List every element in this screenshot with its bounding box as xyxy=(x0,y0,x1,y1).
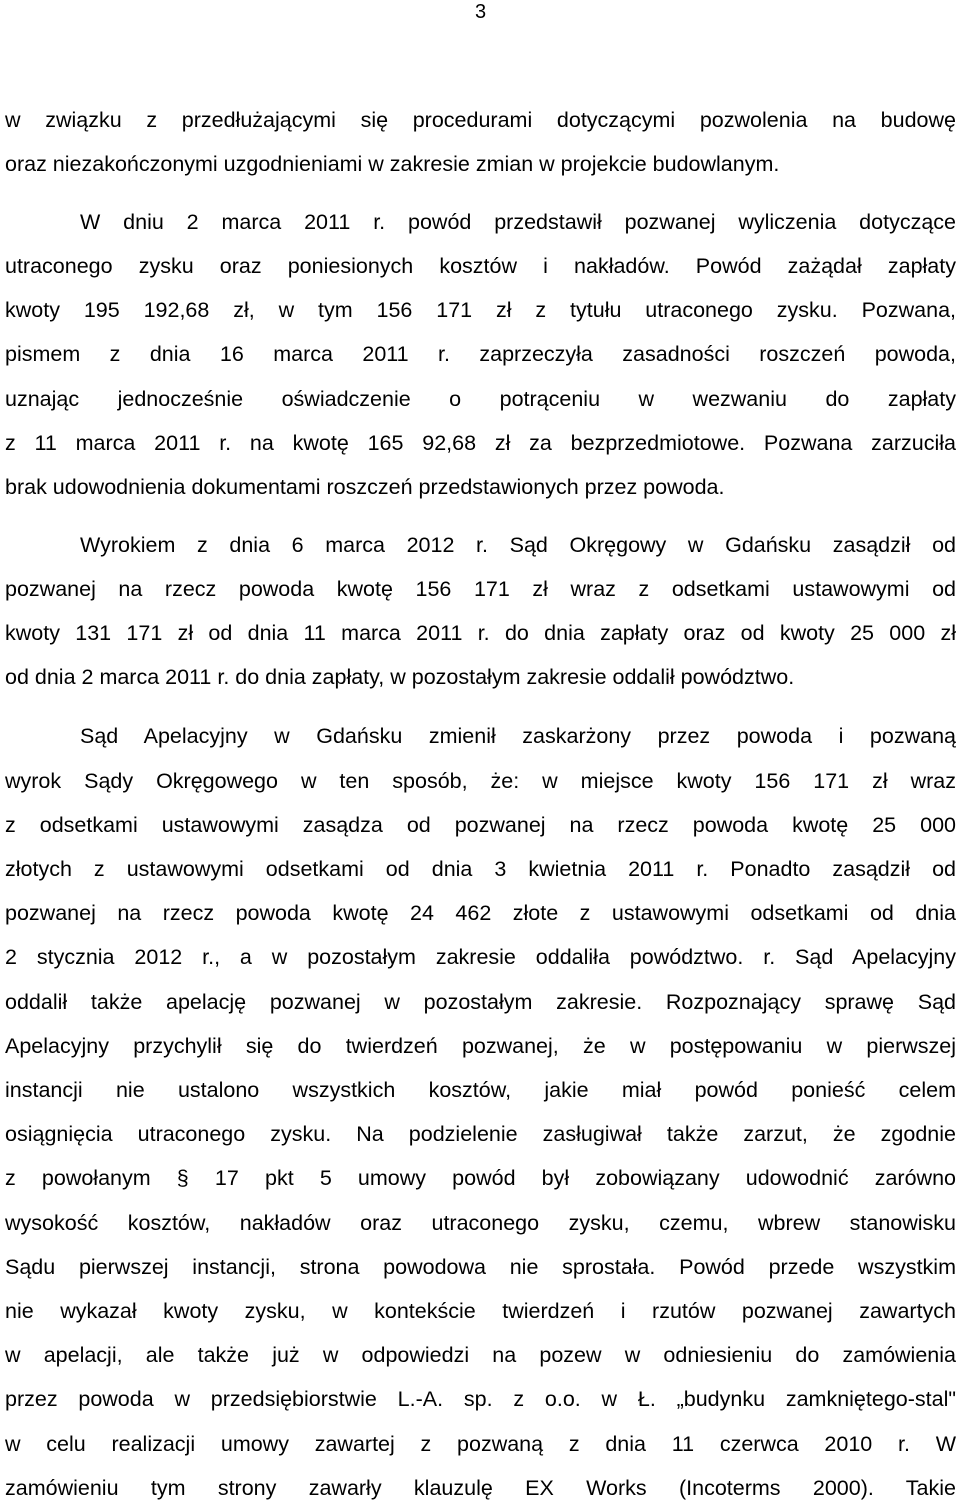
text-line: pozwanej na rzecz powoda kwotę 156 171 zł wraz z odsetkami ustawowymi od xyxy=(5,577,956,601)
text-line: oraz niezakończonymi uzgodnieniami w zakresie zmian w projekcie budowlanym. xyxy=(5,152,780,176)
text-line: od dnia 2 marca 2011 r. do dnia zapłaty, w pozostałym zakresie oddalił powództwo. xyxy=(5,665,795,689)
text-line: W dniu 2 marca 2011 r. powód przedstawił pozwanej wyliczenia dotyczące xyxy=(80,210,956,234)
text-line: z 11 marca 2011 r. na kwotę 165 92,68 zł za bezprzedmiotowe. Pozwana zarzuciła xyxy=(5,431,956,455)
text-line: 2 stycznia 2012 r., a w pozostałym zakresie oddaliła powództwo. r. Sąd Apelacyjny xyxy=(5,945,956,969)
text-line: z powołanym § 17 pkt 5 umowy powód był zobowiązany udowodnić zarówno xyxy=(5,1166,956,1190)
text-line: kwoty 195 192,68 zł, w tym 156 171 zł z tytułu utraconego zysku. Pozwana, xyxy=(5,298,956,322)
text-line: Sądu pierwszej instancji, strona powodowa nie sprostała. Powód przede wszystkim xyxy=(5,1255,956,1279)
text-line: w apelacji, ale także już w odpowiedzi na pozew w odniesieniu do zamówienia xyxy=(5,1343,956,1367)
text-line: pozwanej na rzecz powoda kwotę 24 462 złote z ustawowymi odsetkami od dnia xyxy=(5,901,956,925)
text-line: zamówieniu tym strony zawarły klauzulę EX Works (Incoterms 2000). Takie xyxy=(5,1476,956,1500)
text-line: w związku z przedłużającymi się procedurami dotyczącymi pozwolenia na budowę xyxy=(5,108,956,132)
text-line: z odsetkami ustawowymi zasądza od pozwanej na rzecz powoda kwotę 25 000 xyxy=(5,813,956,837)
text-line: kwoty 131 171 zł od dnia 11 marca 2011 r. do dnia zapłaty oraz od kwoty 25 000 zł xyxy=(5,621,956,645)
text-line: Sąd Apelacyjny w Gdańsku zmienił zaskarżony przez powoda i pozwaną xyxy=(80,724,956,748)
text-line: osiągnięcia utraconego zysku. Na podzielenie zasługiwał także zarzut, że zgodnie xyxy=(5,1122,956,1146)
text-line: uznając jednocześnie oświadczenie o potrąceniu w wezwaniu do zapłaty xyxy=(5,387,956,411)
text-line: brak udowodnienia dokumentami roszczeń przedstawionych przez powoda. xyxy=(5,475,725,499)
text-line: oddalił także apelację pozwanej w pozostałym zakresie. Rozpoznający sprawę Sąd xyxy=(5,990,956,1014)
text-line: wyrok Sądy Okręgowego w ten sposób, że: w miejsce kwoty 156 171 zł wraz xyxy=(5,769,956,793)
page-number: 3 xyxy=(475,1,487,23)
text-line: pismem z dnia 16 marca 2011 r. zaprzeczyła zasadności roszczeń powoda, xyxy=(5,342,956,366)
text-line: nie wykazał kwoty zysku, w kontekście twierdzeń i rzutów pozwanej zawartych xyxy=(5,1299,956,1323)
text-line: w celu realizacji umowy zawartej z pozwaną z dnia 11 czerwca 2010 r. W xyxy=(5,1432,956,1456)
text-line: przez powoda w przedsiębiorstwie L.-A. sp. z o.o. w Ł. „budynku zamkniętego-stal" xyxy=(5,1387,956,1411)
text-line: instancji nie ustalono wszystkich kosztów, jakie miał powód ponieść celem xyxy=(5,1078,956,1102)
text-line: utraconego zysku oraz poniesionych kosztów i nakładów. Powód zażądał zapłaty xyxy=(5,254,956,278)
text-line: złotych z ustawowymi odsetkami od dnia 3 kwietnia 2011 r. Ponadto zasądził od xyxy=(5,857,956,881)
text-line: Wyrokiem z dnia 6 marca 2012 r. Sąd Okręgowy w Gdańsku zasądził od xyxy=(80,533,956,557)
text-line: Apelacyjny przychylił się do twierdzeń pozwanej, że w postępowaniu w pierwszej xyxy=(5,1034,956,1058)
text-line: wysokość kosztów, nakładów oraz utraconego zysku, czemu, wbrew stanowisku xyxy=(5,1211,956,1235)
